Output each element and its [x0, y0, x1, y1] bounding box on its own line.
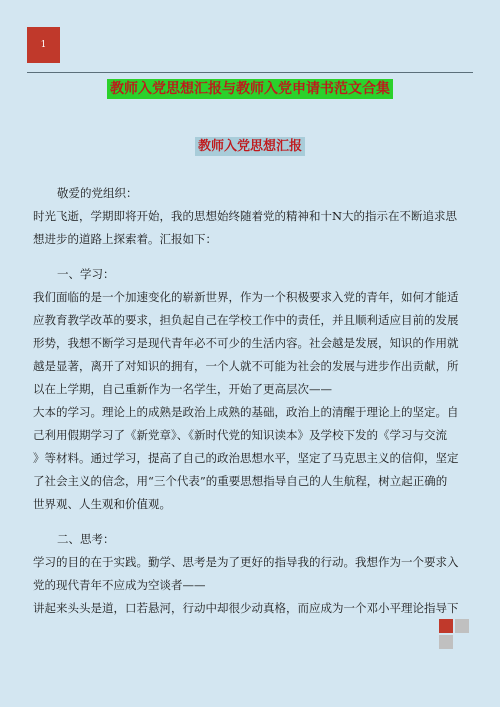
body-line: 》等材料。通过学习，提高了自己的政治思想水平，坚定了马克思主义的信仰，坚定 [33, 451, 459, 465]
body-line: 大本的学习。理论上的成熟是政治上成熟的基础，政治上的清醒于理论上的坚定。自 [33, 405, 459, 419]
body-line: 己利用假期学习了《新党章》、《新时代党的知识读本》及学校下发的《学习与交流 [33, 428, 447, 442]
document-section-title [0, 135, 500, 156]
section-title-text: 教师入党思想汇报 [195, 137, 305, 156]
body-line: 学习的目的在于实践。勤学、思考是为了更好的指导我的行动。我想作为一个要求入 [33, 555, 459, 569]
section-heading-study: 一、学习： [57, 267, 115, 281]
body-line: 了社会主义的信念，用“三个代表”的重要思想指导自己的人生航程，树立起正确的 [33, 474, 448, 488]
section-heading-thinking: 二、思考： [57, 532, 115, 546]
body-line: 世界观、人生观和价值观。 [33, 497, 171, 511]
page-number: 1 [40, 40, 47, 50]
body-line: 讲起来头头是道，口若悬河，行动中却很少动真格，而应成为一个邓小平理论指导下 [33, 601, 459, 615]
decor-square-grey [455, 619, 469, 633]
document-main-title [0, 78, 500, 99]
decor-square-red [439, 619, 453, 633]
corner-decoration [439, 619, 469, 649]
decor-square-empty [455, 635, 469, 649]
body-line: 时光飞逝，学期即将开始，我的思想始终随着党的精神和十N大的指示在不断追求思 [33, 209, 458, 223]
body-line: 我们面临的是一个加速变化的崭新世界，作为一个积极要求入党的青年，如何才能适 [33, 290, 459, 304]
page-number-badge [27, 27, 60, 63]
body-line: 以在上学期，自己重新作为一名学生，开始了更高层次—— [33, 382, 332, 396]
main-title-text: 教师入党思想汇报与教师入党申请书范文合集 [107, 79, 393, 99]
header-divider [27, 72, 473, 73]
decor-square-grey [439, 635, 453, 649]
body-line: 想进步的道路上探索着。汇报如下： [33, 232, 217, 246]
body-line: 党的现代青年不应成为空谈者—— [33, 578, 206, 592]
salutation: 敬爱的党组织： [57, 186, 138, 200]
body-line: 应教育教学改革的要求，担负起自己在学校工作中的责任，并且顺利适应目前的发展 [33, 313, 459, 327]
body-line: 越是显著，离开了对知识的拥有，一个人就不可能为社会的发展与进步作出贡献，所 [33, 359, 459, 373]
body-line: 形势，我想不断学习是现代青年必不可少的生活内容。社会越是发展，知识的作用就 [33, 336, 459, 350]
document-body [33, 182, 469, 620]
